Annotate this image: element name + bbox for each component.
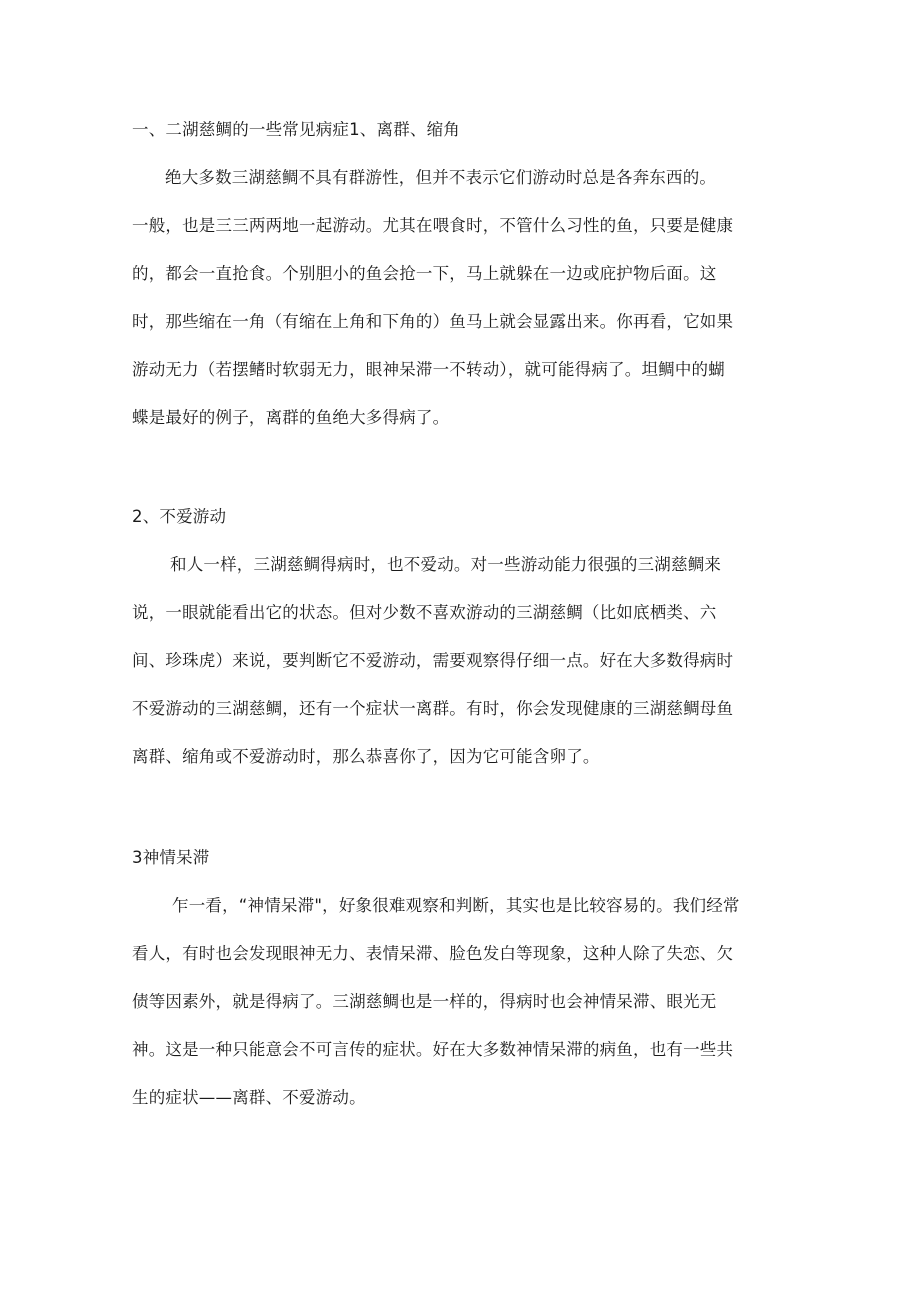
section-1-line-3: 的，都会一直抢食。个别胆小的鱼会抢一下，马上就躲在一边或庇护物后面。这 (132, 264, 717, 283)
section-3-line-5: 生的症状——离群、不爱游动。 (132, 1088, 366, 1107)
section-1-line-4: 时，那些缩在一角（有缩在上角和下角的）鱼马上就会显露出来。你再看，它如果 (132, 312, 734, 331)
section-1-line-1: 绝大多数三湖慈鲷不具有群游性，但并不表示它们游动时总是各奔东西的。 (165, 168, 717, 187)
section-1-line-2: 一般，也是三三两两地一起游动。尤其在喂食时，不管什么习性的鱼，只要是健康 (132, 216, 734, 235)
section-2-line-1: 和人一样，三湖慈鲷得病时，也不爱动。对一些游动能力很强的三湖慈鲷来 (170, 555, 722, 574)
section-3-line-4: 神。这是一种只能意会不可言传的症状。好在大多数神情呆滞的病鱼，也有一些共 (132, 1040, 734, 1059)
section-2-heading: 2、不爱游动 (132, 507, 227, 526)
section-3-heading: 3神情呆滞 (132, 848, 210, 867)
section-1-heading: 一、二湖慈鲷的一些常见病症1、离群、缩角 (132, 120, 460, 139)
section-2-line-5: 离群、缩角或不爱游动时，那么恭喜你了，因为它可能含卵了。 (132, 747, 600, 766)
section-2-line-3: 间、珍珠虎）来说，要判断它不爱游动，需要观察得仔细一点。好在大多数得病时 (132, 651, 734, 670)
section-3-line-1: 乍一看，“神情呆滞"，好象很难观察和判断，其实也是比较容易的。我们经常 (172, 896, 740, 915)
section-2-line-2: 说，一眼就能看出它的状态。但对少数不喜欢游动的三湖慈鲷（比如底栖类、六 (132, 603, 717, 622)
section-3-line-2: 看人，有时也会发现眼神无力、表情呆滞、脸色发白等现象，这种人除了失恋、欠 (132, 944, 734, 963)
section-3-line-3: 债等因素外，就是得病了。三湖慈鲷也是一样的，得病时也会神情呆滞、眼光无 (132, 992, 717, 1011)
section-2-line-4: 不爱游动的三湖慈鲷，还有一个症状一离群。有时，你会发现健康的三湖慈鲷母鱼 (132, 699, 734, 718)
section-1-line-5: 游动无力（若摆鳍时软弱无力，眼神呆滞一不转动），就可能得病了。坦鲷中的蝴 (132, 360, 725, 379)
section-1-line-6: 蝶是最好的例子，离群的鱼绝大多得病了。 (132, 408, 450, 427)
